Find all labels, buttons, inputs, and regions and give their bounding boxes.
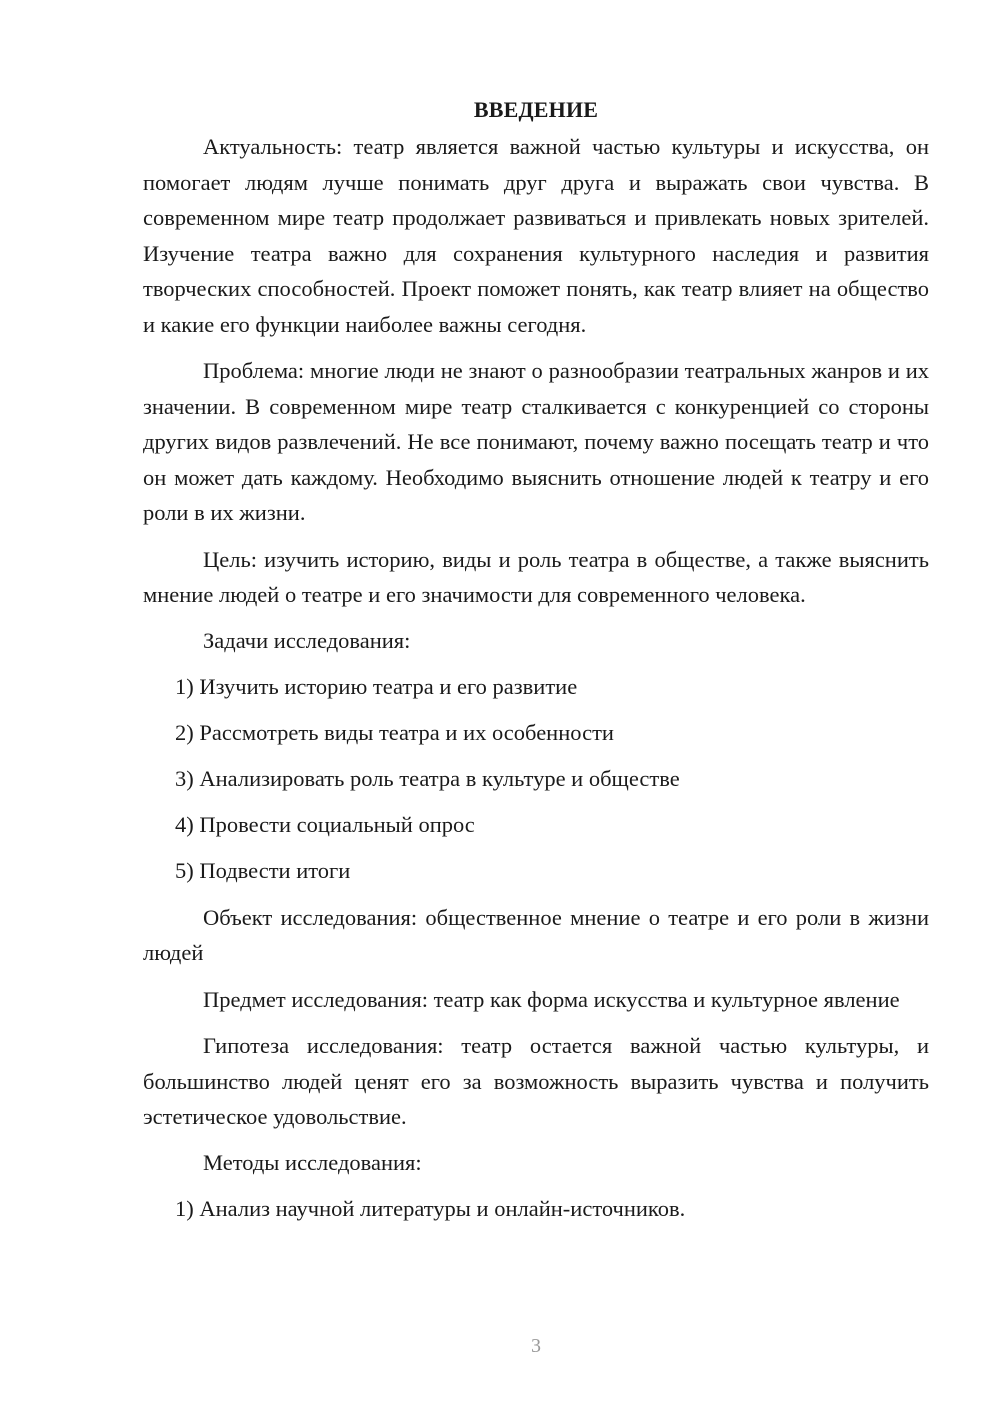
- tasks-heading: Задачи исследования:: [203, 628, 411, 653]
- list-item: 3) Анализировать роль театра в культуре и обществе: [175, 766, 680, 791]
- document-page: [143, 92, 929, 1227]
- problem-paragraph: Проблема: многие люди не знают о разнообразии театральных жанров и их значении. В современном мире театр сталкивается с конкуренцией со стороны других видов развлечений. Не все понимают, почему важно посещать театр и что он может дать каждому. Необходимо выяснить отношение людей к театру и его роли в их жизни.: [143, 358, 929, 525]
- methods-list: [143, 1191, 929, 1227]
- page-number: 3: [531, 1335, 541, 1357]
- goal-paragraph: Цель: изучить историю, виды и роль театра в обществе, а также выяснить мнение людей о театре и его значимости для современного человека.: [143, 546, 929, 607]
- methods-heading: Методы исследования:: [203, 1150, 422, 1175]
- tasks-list: [143, 669, 929, 889]
- relevance-paragraph: Актуальность: театр является важной частью культуры и искусства, он помогает людям лучше понимать друг друга и выражать свои чувства. В современном мире театр продолжает развиваться и привлекать новых зрителей. Изучение театра важно для сохранения культурного наследия и развития творческих способностей. Проект поможет понять, как театр влияет на общество и какие его функции наиболее важны сегодня.: [143, 134, 929, 337]
- list-item: 2) Рассмотреть виды театра и их особенности: [175, 720, 614, 745]
- list-item: 4) Провести социальный опрос: [175, 812, 475, 837]
- subject-paragraph: Предмет исследования: театр как форма искусства и культурное явление: [203, 986, 900, 1012]
- list-item: 1) Анализ научной литературы и онлайн-источников.: [175, 1196, 686, 1221]
- page-title: ВВЕДЕНИЕ: [473, 97, 599, 122]
- object-paragraph: Объект исследования: общественное мнение о театре и его роли в жизни людей: [143, 904, 929, 965]
- list-item: 1) Изучить историю театра и его развитие: [175, 674, 578, 699]
- hypothesis-paragraph: Гипотеза исследования: театр остается важной частью культуры, и большинство людей ценят его за возможность выразить чувства и получить эстетическое удовольствие.: [143, 1033, 929, 1129]
- list-item: 5) Подвести итоги: [175, 858, 351, 883]
